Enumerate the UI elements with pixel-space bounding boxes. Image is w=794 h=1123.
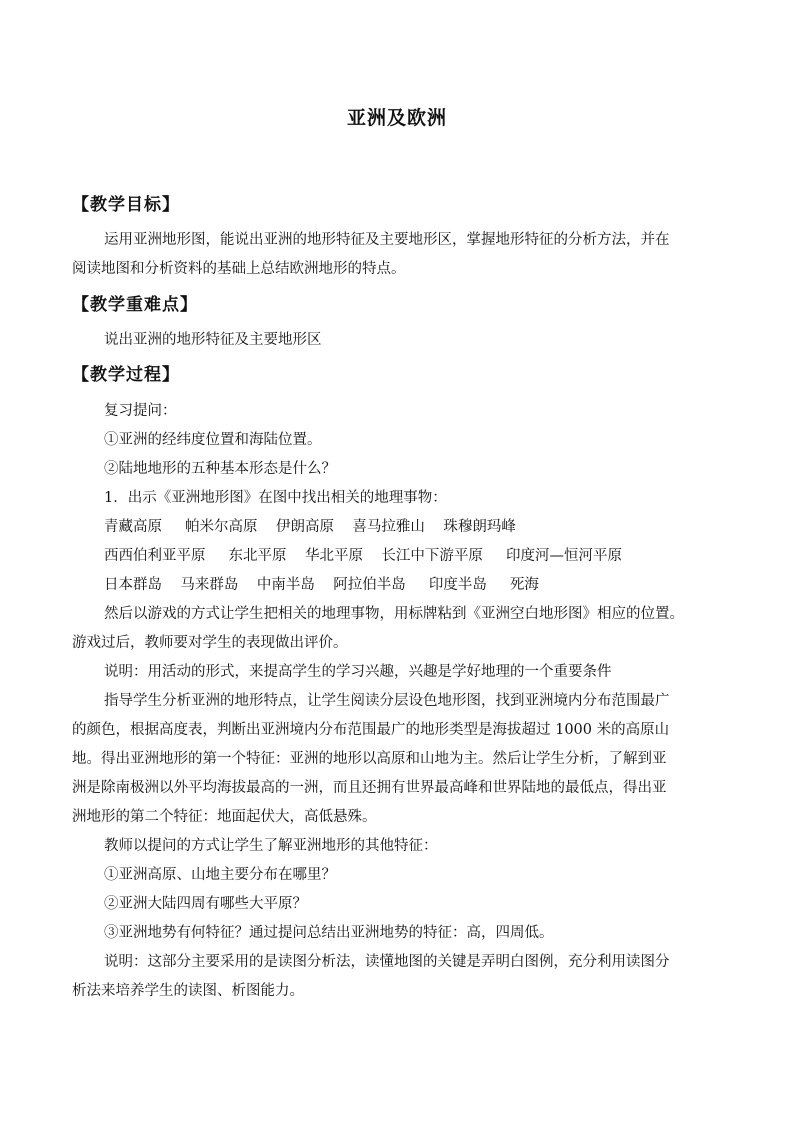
- process-line-6: 西西伯利亚平原 东北平原 华北平原 长江中下游平原 印度河—恒河平原: [104, 548, 622, 564]
- process-line-15: 洲地形的第二个特征：地面起伏大，高低悬殊。: [72, 809, 377, 825]
- process-line-17: ①亚洲高原、山地主要分布在哪里？: [104, 867, 336, 883]
- process-line-8: 然后以游戏的方式让学生把相关的地理事物，用标牌粘到《亚洲空白地形图》相应的位置。: [104, 606, 684, 622]
- key-points-line-1: 说出亚洲的地形特征及主要地形区: [104, 332, 322, 348]
- process-line-12: 的颜色，根据高度表，判断出亚洲境内分布范围最广的地形类型是海拔超过 1000 米的高原山: [72, 722, 670, 738]
- process-line-21: 析法来培养学生的读图、析图能力。: [72, 983, 304, 999]
- process-line-1: 复习提问：: [104, 403, 177, 419]
- process-line-5: 青藏高原 帕米尔高原 伊朗高原 喜马拉雅山 珠穆朗玛峰: [104, 519, 516, 535]
- process-line-9: 游戏过后，教师要对学生的表现做出评价。: [72, 635, 348, 651]
- objectives-line-1: 运用亚洲地形图，能说出亚洲的地形特征及主要地形区，掌握地形特征的分析方法，并在: [104, 232, 670, 248]
- process-line-10: 说明：用活动的形式，来提高学生的学习兴趣，兴趣是学好地理的一个重要条件: [104, 664, 612, 680]
- process-line-16: 教师以提问的方式让学生了解亚洲地形的其他特征：: [104, 838, 438, 854]
- section-heading-objectives: 【教学目标】: [72, 195, 180, 215]
- process-line-2: ①亚洲的经纬度位置和海陆位置。: [104, 432, 322, 448]
- process-line-4: 1．出示《亚洲地形图》在图中找出相关的地理事物：: [104, 490, 447, 506]
- section-heading-key-points: 【教学重难点】: [72, 295, 198, 315]
- process-line-19: ③亚洲地势有何特征？通过提问总结出亚洲地势的特征：高，四周低。: [104, 925, 554, 941]
- process-line-20: 说明：这部分主要采用的是读图分析法，读懂地图的关键是弄明白图例，充分利用读图分: [104, 954, 670, 970]
- section-heading-process: 【教学过程】: [72, 365, 180, 385]
- document-title: 亚洲及欧洲: [346, 107, 447, 129]
- process-line-11: 指导学生分析亚洲的地形特点，让学生阅读分层设色地形图，找到亚洲境内分布范围最广: [104, 693, 670, 709]
- process-line-7: 日本群岛 马来群岛 中南半岛 阿拉伯半岛 印度半岛 死海: [104, 577, 539, 593]
- process-line-18: ②亚洲大陆四周有哪些大平原？: [104, 896, 307, 912]
- process-line-3: ②陆地地形的五种基本形态是什么？: [104, 461, 336, 477]
- objectives-line-2: 阅读地图和分析资料的基础上总结欧洲地形的特点。: [72, 261, 406, 277]
- process-line-13: 地。得出亚洲地形的第一个特征：亚洲的地形以高原和山地为主。然后让学生分析，了解到亚: [72, 751, 667, 767]
- process-line-14: 洲是除南极洲以外平均海拔最高的一洲，而且还拥有世界最高峰和世界陆地的最低点，得出亚: [72, 780, 667, 796]
